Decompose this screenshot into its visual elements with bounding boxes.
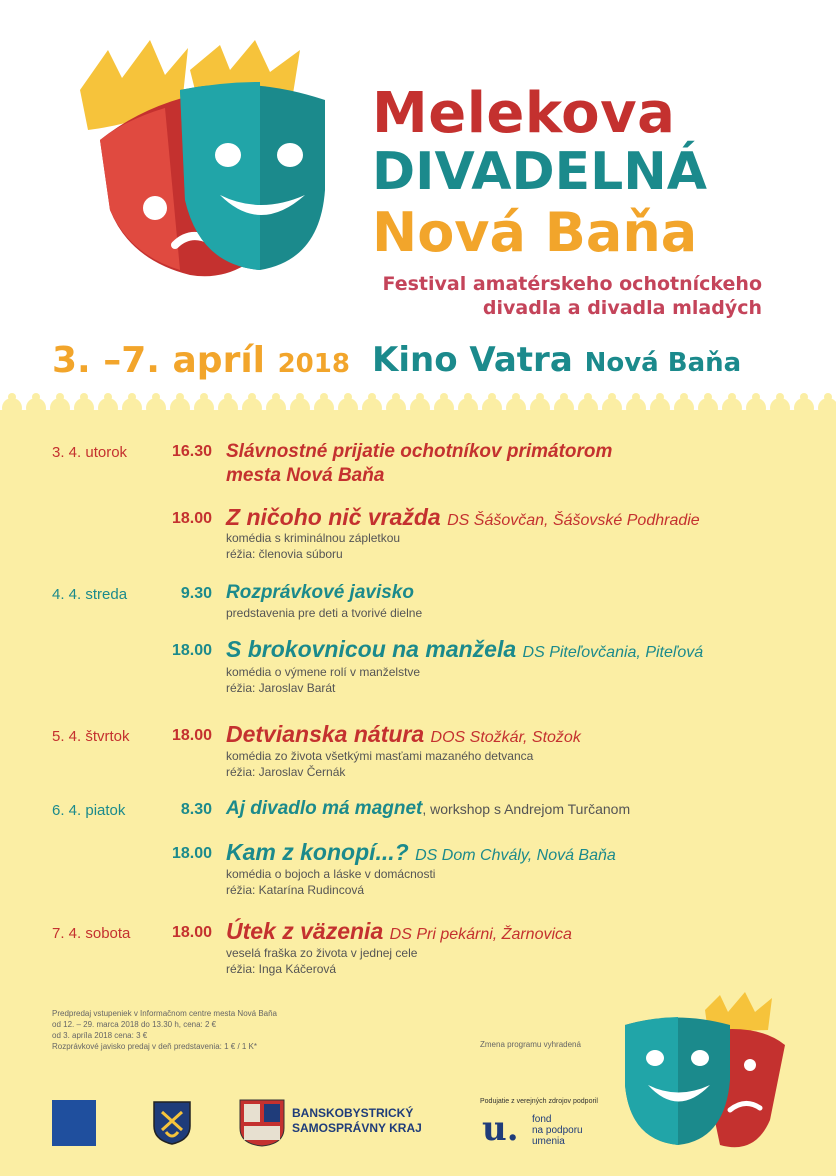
day-label: 4. 4. streda <box>52 586 128 603</box>
genre: komédia s kriminálnou zápletkou <box>226 531 401 545</box>
title-line-2: DIVADELNÁ <box>372 142 708 202</box>
event-description <box>226 530 400 562</box>
event-time: 18.00 <box>171 510 212 527</box>
event-title <box>226 721 581 748</box>
fund-logo-icon: u. <box>482 1109 519 1149</box>
festival-date <box>52 340 350 381</box>
bbsk-coat-of-arms-icon <box>238 1098 286 1148</box>
pohronske-centre-logo <box>52 1100 96 1146</box>
fund-line-3: umenia <box>532 1136 565 1147</box>
genre: komédia o bojoch a láske v domácnosti <box>226 867 436 881</box>
genre: veselá fraška zo života v jednej cele <box>226 946 418 960</box>
fund-name <box>532 1114 583 1147</box>
theatre-group: DS Dom Chvály, Nová Baňa <box>415 847 616 864</box>
event-time: 16.30 <box>171 443 212 460</box>
event-time: 18.00 <box>171 727 212 744</box>
event-title-line-1: Slávnostné prijatie ochotníkov primátorom <box>226 441 613 462</box>
theatre-masks-logo <box>70 30 360 300</box>
date-year: 2018 <box>277 349 350 379</box>
event-title: Rozprávkové javisko <box>226 582 414 603</box>
town-coat-of-arms-icon <box>152 1100 192 1146</box>
theatre-group: DS Šášovčan, Šášovské Podhradie <box>447 512 700 529</box>
event-time: 8.30 <box>180 801 212 818</box>
event-title <box>226 798 630 820</box>
event-description <box>226 664 420 696</box>
venue-city: Nová Baňa <box>584 348 742 378</box>
play-title: Útek z väzenia <box>226 918 384 944</box>
title-line-3: Nová Baňa <box>372 201 698 264</box>
theatre-group: DOS Stožkár, Stožok <box>430 729 581 746</box>
event-description <box>226 748 533 780</box>
festival-subtitle <box>362 272 762 320</box>
director: réžia: Jaroslav Černák <box>226 765 346 779</box>
subtitle-line-2: divadla a divadla mladých <box>482 297 762 319</box>
event-time: 18.00 <box>171 642 212 659</box>
genre: komédia zo života všetkými masťami mazaného detvanca <box>226 749 534 763</box>
event-title-line-2: mesta Nová Baňa <box>226 465 385 486</box>
event-title <box>226 504 700 531</box>
event-description <box>226 866 435 898</box>
decorative-scallop-border <box>0 392 836 418</box>
event-time: 9.30 <box>180 585 212 602</box>
day-label: 5. 4. štvrtok <box>52 728 130 745</box>
day-label: 3. 4. utorok <box>52 444 128 461</box>
play-title: Kam z konopí...? <box>226 839 409 865</box>
program-change-note: Zmena programu vyhradená <box>480 1040 581 1049</box>
theatre-group: DS Pri pekárni, Žarnovica <box>389 926 572 943</box>
workshop-title: Aj divadlo má magnet <box>226 798 423 819</box>
fund-line-1: fond <box>532 1114 552 1125</box>
event-title <box>226 839 616 866</box>
small-masks-logo <box>620 990 790 1160</box>
day-label: 6. 4. piatok <box>52 802 126 819</box>
fund-line-2: na podporu <box>532 1125 583 1136</box>
event-time: 18.00 <box>171 924 212 941</box>
director: réžia: Jaroslav Barát <box>226 681 336 695</box>
ticket-info <box>52 1008 277 1052</box>
venue-name: Kino Vatra <box>372 340 573 380</box>
theatre-group: DS Piteľovčania, Piteľová <box>522 644 704 661</box>
director: réžia: Katarína Rudincová <box>226 883 365 897</box>
ticket-info-line: Rozprávkové javisko predaj v deň predstavenia: 1 € / 1 K* <box>52 1042 258 1051</box>
date-main: 3. –7. apríl <box>52 340 266 381</box>
event-title <box>226 440 612 488</box>
play-title: Z ničoho nič vražda <box>226 504 441 530</box>
bbsk-line-1: BANSKOBYSTRICKÝ <box>292 1106 414 1120</box>
ticket-info-line: od 12. – 29. marca 2018 do 13.30 h, cena: 2 € <box>52 1020 217 1029</box>
event-title <box>226 636 703 663</box>
workshop-note: , workshop s Andrejom Turčanom <box>422 801 631 817</box>
day-label: 7. 4. sobota <box>52 925 131 942</box>
bbsk-line-2: SAMOSPRÁVNY KRAJ <box>292 1121 422 1135</box>
ticket-info-line: od 3. apríla 2018 cena: 3 € <box>52 1031 148 1040</box>
festival-venue <box>372 340 741 380</box>
title-line-1: Melekova <box>372 81 676 146</box>
genre: komédia o výmene rolí v manželstve <box>226 665 421 679</box>
event-title <box>226 918 572 945</box>
event-description <box>226 945 417 977</box>
director: réžia: Inga Káčerová <box>226 962 337 976</box>
event-time: 18.00 <box>171 845 212 862</box>
subtitle-line-1: Festival amatérskeho ochotníckeho <box>382 273 762 295</box>
play-title: S brokovnicou na manžela <box>226 636 517 662</box>
play-title: Detvianska nátura <box>226 721 425 747</box>
fund-caption: Podujatie z verejných zdrojov podporil <box>480 1098 598 1105</box>
bbsk-label <box>292 1106 422 1136</box>
ticket-info-line: Predpredaj vstupeniek v Informačnom centre mesta Nová Baňa <box>52 1009 278 1018</box>
director: réžia: členovia súboru <box>226 547 343 561</box>
event-description: predstavenia pre deti a tvorivé dielne <box>226 606 423 620</box>
